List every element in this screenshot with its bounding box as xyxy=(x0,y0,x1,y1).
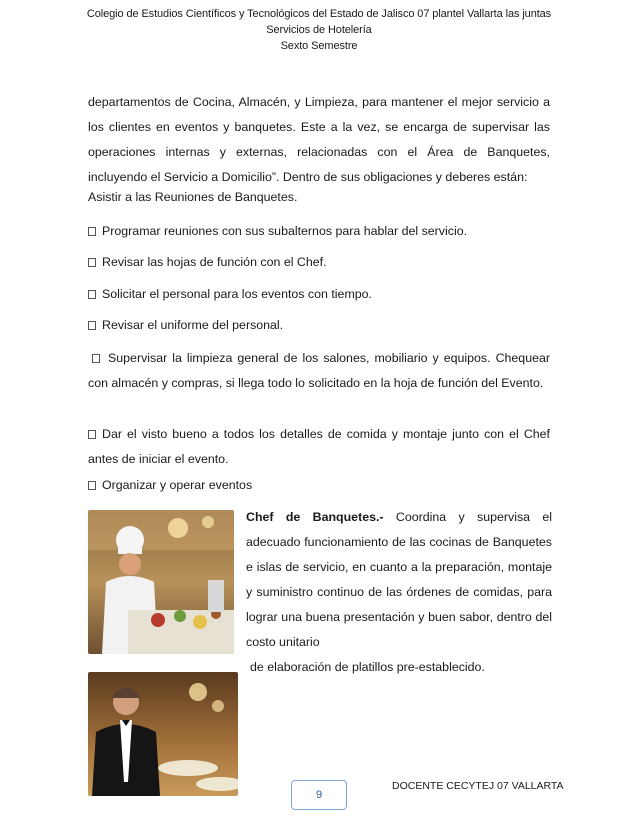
chef-photo-image xyxy=(88,510,234,654)
page-header xyxy=(40,6,598,54)
checkbox-icon xyxy=(92,354,100,363)
page-number: 9 xyxy=(291,780,347,810)
banquet-manager-photo xyxy=(88,672,238,796)
chef-text: Coordina y supervisa el adecuado funcionamiento de las cocinas de Banquetes e islas de servicio, en cuanto a la preparación, montaje y suministro continuo de las órdenes de comidas, para lograr una buena presentación y buen sabor, dentro del costo unitario xyxy=(246,510,553,649)
duty-item xyxy=(88,287,372,301)
duty-item xyxy=(88,318,283,332)
duty-text: Solicitar el personal para los eventos con tiempo. xyxy=(102,287,372,301)
duty-item xyxy=(88,478,252,492)
duty-item xyxy=(88,422,550,472)
header-school: Colegio de Estudios Científicos y Tecnológicos del Estado de Jalisco 07 plantel Vallarta las juntas xyxy=(86,8,552,20)
duty-text: Supervisar la limpieza general de los salones, mobiliario y equipos. Chequear con almacén y compras, si llega todo lo solicitado en la hoja de función del Evento. xyxy=(88,351,550,390)
duty-text: Dar el visto bueno a todos los detalles de comida y montaje junto con el Chef antes de iniciar el evento. xyxy=(88,427,550,466)
footer-docente: DOCENTE CECYTEJ 07 VALLARTA xyxy=(392,780,564,792)
duty-text: Programar reuniones con sus subalternos para hablar del servicio. xyxy=(102,224,468,238)
header-semester: Sexto Semestre xyxy=(280,40,358,52)
chef-description xyxy=(246,505,552,655)
duty-item xyxy=(88,224,467,238)
duty-text: Revisar las hojas de función con el Chef. xyxy=(102,255,327,269)
duty-text: Asistir a las Reuniones de Banquetes. xyxy=(88,190,298,204)
checkbox-icon xyxy=(88,430,96,439)
banquet-manager-photo-image xyxy=(88,672,238,796)
duty-item xyxy=(88,255,327,269)
checkbox-icon xyxy=(88,227,96,236)
intro-paragraph: departamentos de Cocina, Almacén, y Limpieza, para mantener el mejor servicio a los clientes en eventos y banquetes. Este a la vez, se encarga de supervisar las operaciones internas y externas, relacionadas con el Área de Banquetes, incluyendo el Servicio a Domicilio”. Dentro de sus obligaciones y deberes están: xyxy=(88,95,550,184)
duty-item xyxy=(88,346,550,396)
chef-title: Chef de Banquetes.- xyxy=(246,510,384,524)
checkbox-icon xyxy=(88,481,96,490)
duty-text: Organizar y operar eventos xyxy=(102,478,253,492)
checkbox-icon xyxy=(88,321,96,330)
duty-item xyxy=(88,190,297,204)
checkbox-icon xyxy=(88,258,96,267)
header-course: Servicios de Hotelería xyxy=(266,24,372,36)
checkbox-icon xyxy=(88,290,96,299)
chef-photo xyxy=(88,510,234,654)
chef-text-end: de elaboración de platillos pre-establecido. xyxy=(250,660,485,674)
duty-text: Revisar el uniforme del personal. xyxy=(102,318,284,332)
